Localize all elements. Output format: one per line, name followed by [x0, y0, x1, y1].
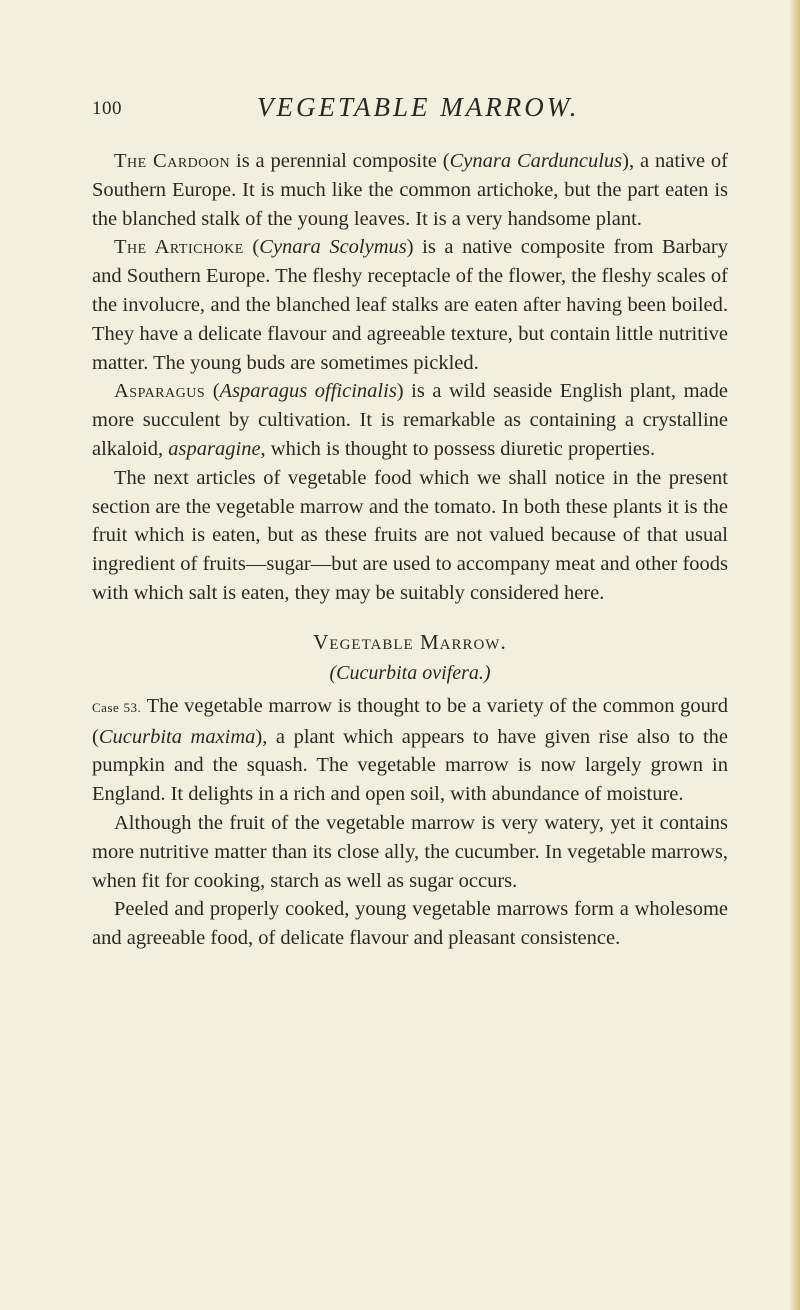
page-edge: [790, 0, 800, 1310]
latin-name: Cucurbita ovifera.: [336, 661, 484, 684]
term-artichoke: The Artichoke: [114, 236, 244, 259]
alkaloid-name: asparagine: [168, 437, 261, 460]
paren-close: ): [483, 661, 491, 684]
text: ) is a native composite from Barbary and Southern Europe. The fleshy receptacle of the flower, the fleshy scales of the involucre, and the blanched leaf stalks are eaten after having been boiled. They have a delicate flavour and agreeable texture, but contain little nutritive matter. The young buds are sometimes pickled.: [92, 236, 728, 374]
text: is a perennial composite (: [230, 150, 450, 172]
text: The vegetable marrow is thought to be a variety of the common gourd (: [92, 694, 728, 748]
text: (: [205, 380, 220, 403]
text: ), a plant which appears to have given rise also to the pumpkin and the squash. The vegetable marrow is now largely grown in England. It delights in a rich and open soil, with abundance of moisture.: [92, 725, 728, 806]
paren-open: (: [329, 661, 337, 684]
paragraph-cardoon: [92, 147, 728, 233]
paragraph-marrow-cooking: Peeled and properly cooked, young vegetable marrows form a wholesome and agreeable food, of delicate flavour and pleasant consistence.: [92, 898, 728, 950]
term-asparagus: Asparagus: [114, 380, 206, 403]
page-header: [92, 92, 732, 132]
paragraph-marrow-variety: [92, 692, 728, 809]
latin-name: Cynara Scolymus: [259, 236, 407, 259]
case-label: Case 53.: [92, 699, 142, 715]
term-cardoon: The Cardoon: [114, 150, 231, 172]
paragraph-artichoke: [92, 233, 728, 377]
body-text: [92, 147, 728, 953]
running-title: VEGETABLE MARROW.: [257, 92, 580, 122]
latin-name: Cucurbita maxima: [98, 725, 256, 748]
text: (: [243, 236, 260, 259]
text: ) is a wild seaside English plant, made more succulent by cultivation. It is remarkable as containing a crystalline alkaloid,: [92, 380, 728, 460]
text: ), a native of Southern Europe. It is much like the common artichoke, but the part eaten is the blanched stalk of the young leaves. It is a very handsome plant.: [92, 150, 729, 230]
latin-name: Asparagus officinalis: [219, 380, 397, 403]
section-latin-name: [92, 658, 728, 688]
page-number: 100: [92, 98, 122, 119]
paragraph-asparagus: [92, 377, 728, 463]
section-heading: Vegetable Marrow.: [313, 629, 507, 654]
latin-name: Cynara Cardunculus: [449, 150, 623, 172]
text: , which is thought to possess diuretic properties.: [260, 437, 656, 460]
paragraph-marrow-nutrition: Although the fruit of the vegetable marrow is very watery, yet it contains more nutritive matter than its close ally, the cucumber. In vegetable marrows, when fit for cooking, starch as well as sugar occurs.: [92, 811, 728, 892]
paragraph-next-articles: The next articles of vegetable food which we shall notice in the present section are the vegetable marrow and the tomato. In both these plants it is the fruit which is eaten, but as these fruits are not valued because of that usual ingredient of fruits—sugar—but are used to accompany meat and other foods with which salt is eaten, they may be suitably considered here.: [92, 466, 728, 604]
